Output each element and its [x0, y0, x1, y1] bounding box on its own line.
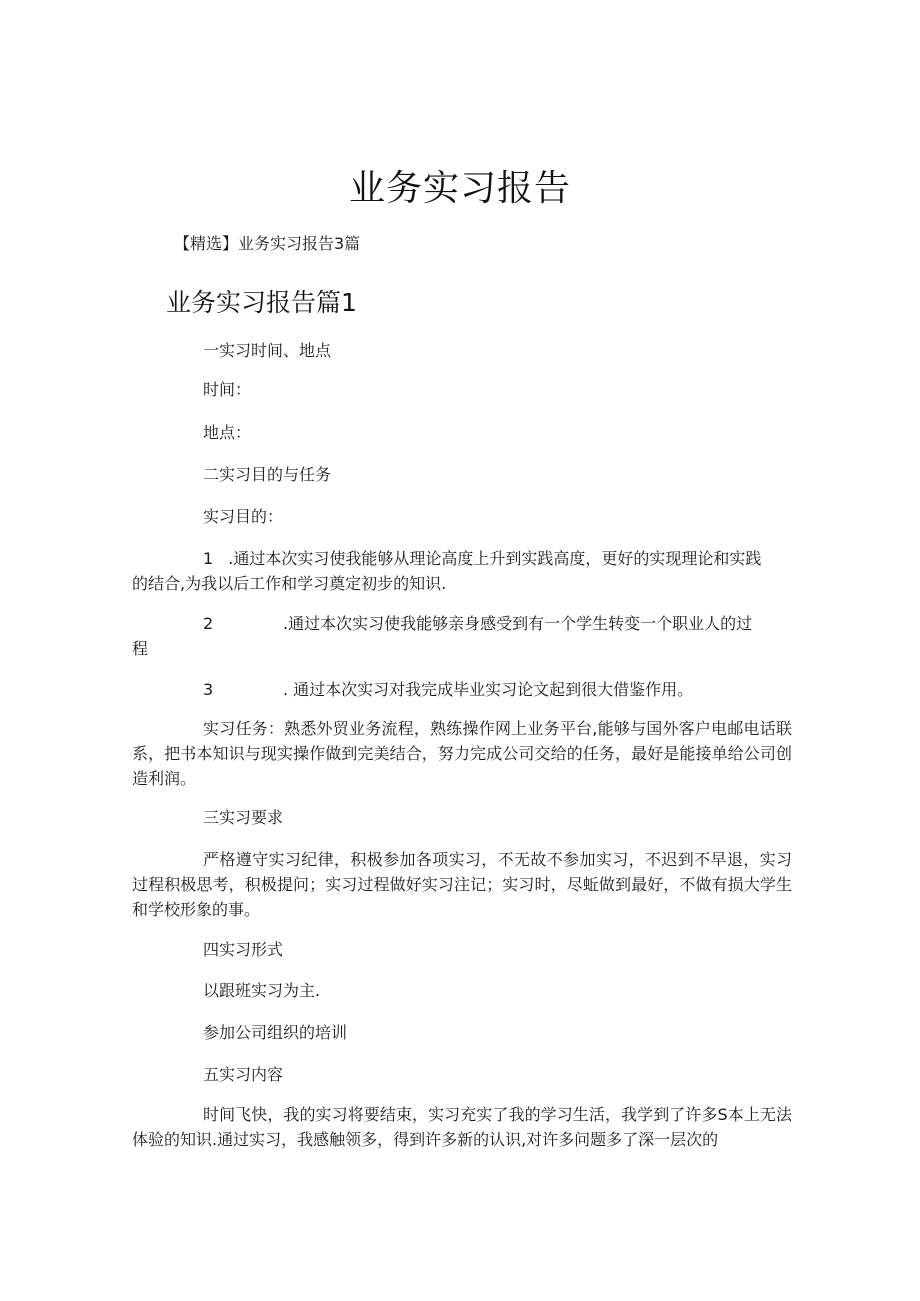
heading-time-place: 一实习时间、地点 — [203, 341, 332, 360]
list-item-2 — [203, 611, 213, 636]
item-number: 3 — [203, 680, 214, 699]
list-item-1-cont: 的结合,为我以后工作和学习奠定初步的知识. — [132, 574, 447, 593]
item-number: 2 — [203, 614, 214, 633]
purpose-label: 实习目的： — [203, 507, 284, 526]
requirements-paragraph: 严格遵守实习纪律，积极参加各项实习，不无故不参加实习，不迟到不早退，实习过程积极思考，积极提问；实习过程做好实习注记；实习时，尽蚯做到最好，不做有损大学生和学校形象的事。 — [132, 850, 792, 919]
content-paragraph: 时间飞快，我的实习将要结束，实习充实了我的学习生活，我学到了许多S本上无法体验的知识.通过实习，我感触领多，得到许多新的认识,对许多问题多了深一层次的 — [132, 1105, 792, 1149]
form-line-1: 以跟班实习为主. — [203, 981, 321, 1000]
task-paragraph: 实习任务：熟悉外贸业务流程，熟练操作网上业务平台,能够与国外客户电邮电话联系，把书本知识与现实操作做到完美结合，努力完成公司交给的任务，最好是能接单给公司创造利润。 — [132, 719, 792, 788]
document-subtitle: 【精选】业务实习报告3篇 — [174, 234, 361, 253]
item-text: .通过本次实习使我能够从理论高度上升到实践高度，更好的实现理论和实践 — [228, 549, 762, 568]
place-label: 地点： — [203, 423, 252, 442]
page-title: 业务实习报告 — [348, 168, 571, 209]
form-line-2: 参加公司组织的培训 — [203, 1023, 348, 1042]
heading-form: 四实习形式 — [203, 940, 284, 959]
list-item-2-text: .通过本次实习使我能够亲身感受到有一个学生转变一个职业人的过 — [283, 614, 753, 633]
list-item-3 — [203, 677, 213, 702]
section-heading: 业务实习报告篇1 — [166, 288, 357, 317]
list-item-1 — [203, 546, 761, 571]
item-number: 1 — [203, 549, 214, 568]
heading-content: 五实习内容 — [203, 1065, 284, 1084]
list-item-3-text: . 通过本次实习对我完成毕业实习论文起到很大借鉴作用。 — [283, 680, 694, 699]
list-item-2-cont: 程 — [132, 639, 149, 658]
heading-purpose-task: 二实习目的与任务 — [203, 465, 332, 484]
time-label: 时间： — [203, 380, 252, 399]
heading-requirements: 三实习要求 — [203, 808, 284, 827]
